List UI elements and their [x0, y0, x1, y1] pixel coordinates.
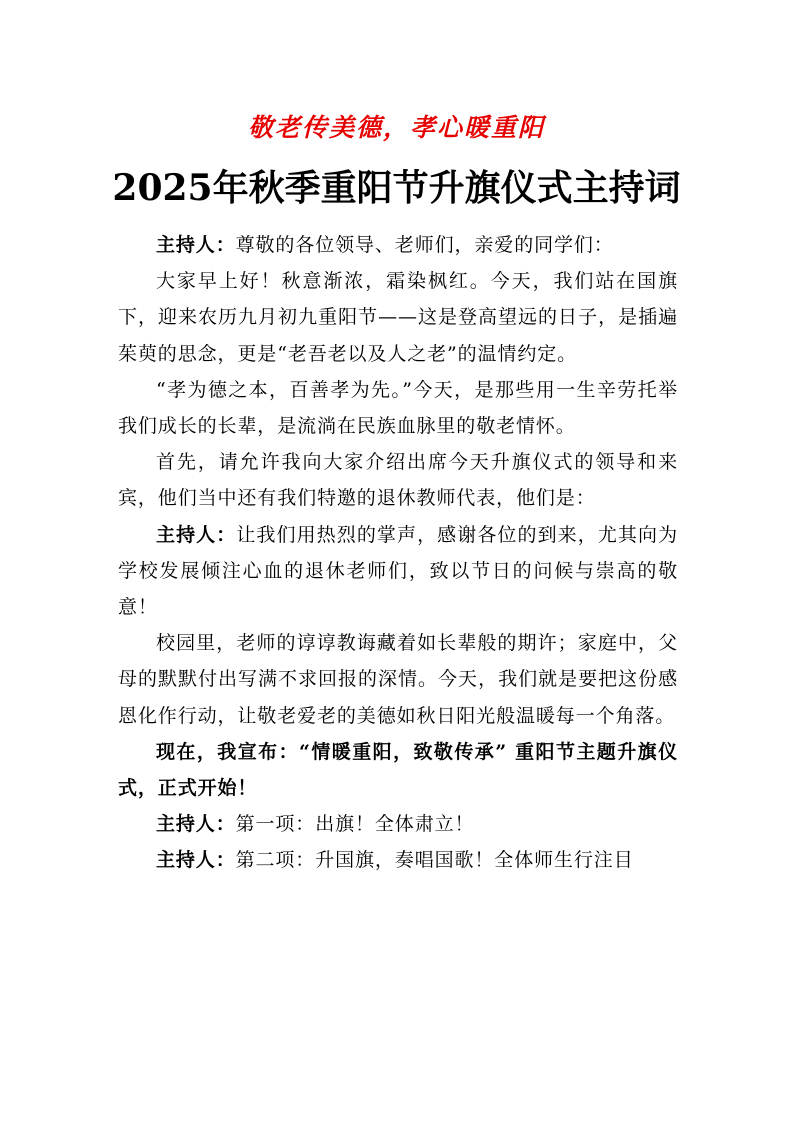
- paragraph-gratitude: [118, 625, 678, 734]
- document-body: [118, 227, 678, 879]
- paragraph-text: 现在，我宣布：“情暖重阳，致敬传承” 重阳节主题升旗仪式，正式开始！: [118, 740, 678, 800]
- paragraph-text: 首先，请允许我向大家介绍出席今天升旗仪式的领导和来宾，他们当中还有我们特邀的退休教师代表，他们是：: [118, 451, 678, 510]
- paragraph-text: 尊敬的各位领导、老师们，亲爱的同学们：: [235, 234, 614, 256]
- speaker-label: 主持人：: [156, 813, 236, 836]
- paragraph-quote: [118, 372, 678, 444]
- document-subtitle: 敬老传美德，孝心暖重阳: [247, 113, 545, 142]
- paragraph-introduction: [118, 444, 678, 516]
- paragraph-text: 第二项：升国旗，奏唱国歌！全体师生行注目: [235, 849, 634, 872]
- document-title: 2025年秋季重阳节升旗仪式主持词: [112, 167, 681, 209]
- paragraph-greeting: [118, 227, 678, 263]
- paragraph-step-two: [118, 842, 678, 878]
- paragraph-applause: [118, 517, 678, 626]
- speaker-label: 主持人：: [156, 849, 236, 872]
- paragraph-text: 大家早上好！秋意渐浓，霜染枫红。今天，我们站在国旗下，迎来农历九月初九重阳节——这是登高望远的日子，是插遍茱萸的思念，更是“老吾老以及人之老”的温情约定。: [118, 270, 678, 365]
- speaker-label: 主持人：: [156, 234, 236, 256]
- paragraph-text: 让我们用热烈的掌声，感谢各位的到来，尤其向为学校发展倾注心血的退休老师们，致以节日的问候与崇高的敬意！: [118, 523, 678, 619]
- paragraph-step-one: [118, 806, 678, 842]
- paragraph-opening: [118, 263, 678, 372]
- speaker-label: 主持人：: [156, 523, 237, 546]
- paragraph-announcement: [118, 734, 678, 806]
- paragraph-text: “孝为德之本，百善孝为先。”今天，是那些用一生辛劳托举我们成长的长辈，是流淌在民族血脉里的敬老情怀。: [118, 378, 678, 438]
- paragraph-text: 校园里，老师的谆谆教诲藏着如长辈般的期许；家庭中，父母的默默付出写满不求回报的深情。今天，我们就是要把这份感恩化作行动，让敬老爱老的美德如秋日阳光般温暖每一个角落。: [118, 632, 678, 727]
- paragraph-text: 第一项：出旗！全体肃立！: [235, 813, 475, 836]
